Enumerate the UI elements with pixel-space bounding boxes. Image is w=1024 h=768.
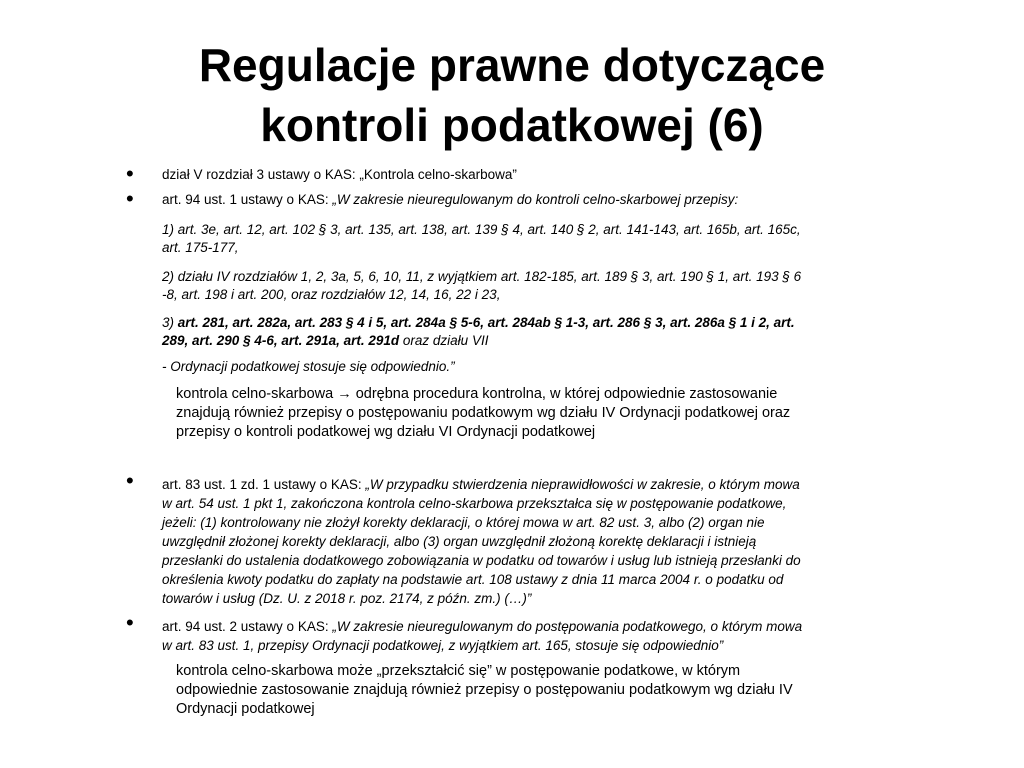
bullet-2-quote: „W zakresie nieuregulowanym do kontroli celno-skarbowej przepisy: bbox=[332, 192, 739, 207]
page-title-line-2: kontroli podatkowej (6) bbox=[260, 99, 764, 151]
bullet-3-quote: „W przypadku stwierdzenia nieprawidłowości w zakresie, o którym mowa bbox=[365, 477, 800, 492]
bullet-marker: • bbox=[126, 610, 134, 635]
summary-2-line-1: kontrola celno-skarbowa może „przekształcić się” w postępowanie podatkowe, w którym bbox=[176, 663, 741, 679]
bullet-3-line-6: określenia kwoty podatku do zapłaty na podstawie art. 108 ustawy z dnia 11 marca 2004 r. o podatku od bbox=[162, 572, 784, 587]
item-2-line-1: 2) działu IV rozdziałów 1, 2, 3a, 5, 6, 10, 11, z wyjątkiem art. 182-185, art. 189 § 3, art. 190 § 1, art. 193 § 6 bbox=[162, 269, 802, 284]
bullet-4-lead: art. 94 ust. 2 ustawy o KAS: bbox=[162, 619, 333, 634]
summary-2-line-3: Ordynacji podatkowej bbox=[176, 701, 315, 717]
bullet-2-lead: art. 94 ust. 1 ustawy o KAS: bbox=[162, 192, 333, 207]
item-2-line-2: -8, art. 198 i art. 200, oraz rozdziałów 12, 14, 16, 22 i 23, bbox=[162, 287, 501, 302]
bullet-marker: • bbox=[126, 186, 134, 211]
item-3-bold-part-1: art. 281, art. 282a, art. 283 § 4 i 5, art. 284a § 5-6, art. 284ab § 1-3, art. 286 § 3, art. 286a § 1 i 2, art. bbox=[177, 315, 795, 330]
item-3-line-2 bbox=[162, 332, 488, 350]
item-3-tail: oraz działu VII bbox=[399, 333, 489, 348]
summary-1-line-3: przepisy o kontroli podatkowej wg działu VI Ordynacji podatkowej bbox=[176, 424, 596, 440]
item-3-bold-part-2: 289, art. 290 § 4-6, art. 291a, art. 291d bbox=[162, 333, 400, 348]
bullet-3-lead: art. 83 ust. 1 zd. 1 ustawy o KAS: bbox=[162, 477, 366, 492]
closing-line: - Ordynacji podatkowej stosuje się odpowiednio.” bbox=[162, 359, 455, 374]
bullet-2-text bbox=[162, 191, 738, 209]
bullet-3-line-1 bbox=[162, 476, 800, 494]
bullet-4-line-1 bbox=[162, 618, 802, 636]
item-1-line-2: art. 175-177, bbox=[162, 240, 239, 255]
summary-1-line-2: znajdują również przepisy o postępowaniu podatkowym wg działu IV Ordynacji podatkowej oraz bbox=[176, 405, 791, 421]
bullet-4-quote: „W zakresie nieuregulowanym do postępowania podatkowego, o którym mowa bbox=[332, 619, 803, 634]
bullet-1-text: dział V rozdział 3 ustawy o KAS: „Kontrola celno-skarbowa” bbox=[162, 167, 517, 182]
summary-1-line-1: kontrola celno-skarbowa → odrębna procedura kontrolna, w której odpowiednie zastosowanie bbox=[176, 386, 778, 402]
bullet-marker: • bbox=[126, 468, 134, 493]
item-1-line-1: 1) art. 3e, art. 12, art. 102 § 3, art. 135, art. 138, art. 139 § 4, art. 140 § 2, art. 141-143, art. 165b, art. 165c, bbox=[162, 222, 801, 237]
bullet-marker: • bbox=[126, 161, 134, 186]
summary-2-line-2: odpowiednie zastosowanie znajdują również przepisy o postępowaniu podatkowym wg działu IV bbox=[176, 682, 793, 698]
bullet-3-line-5: przesłanki do ustalenia dodatkowego zobowiązania w podatku od towarów i usług lub istnieją przesłanki do bbox=[162, 553, 801, 568]
bullet-3-line-4: uwzględnił złożonej korekty deklaracji, albo (3) organ uwzględnił złożoną korektę deklaracji i istnieją bbox=[162, 534, 757, 549]
page-title-line-1: Regulacje prawne dotyczące bbox=[198, 39, 826, 91]
bullet-4-line-2: w art. 83 ust. 1, przepisy Ordynacji podatkowej, z wyjątkiem art. 165, stosuje się odpowiednio” bbox=[162, 638, 724, 653]
bullet-3-line-2: w art. 54 ust. 1 pkt 1, zakończona kontrola celno-skarbowa przekształca się w postępowanie podatkowe, bbox=[162, 496, 787, 511]
item-3-prefix: 3) bbox=[162, 315, 178, 330]
bullet-3-line-7: towarów i usług (Dz. U. z 2018 r. poz. 2174, z późn. zm.) (…)” bbox=[162, 591, 532, 606]
item-3-line-1 bbox=[162, 314, 795, 332]
bullet-3-line-3: jeżeli: (1) kontrolowany nie złożył korekty deklaracji, o której mowa w art. 82 ust. 3, albo (2) organ nie bbox=[162, 515, 765, 530]
